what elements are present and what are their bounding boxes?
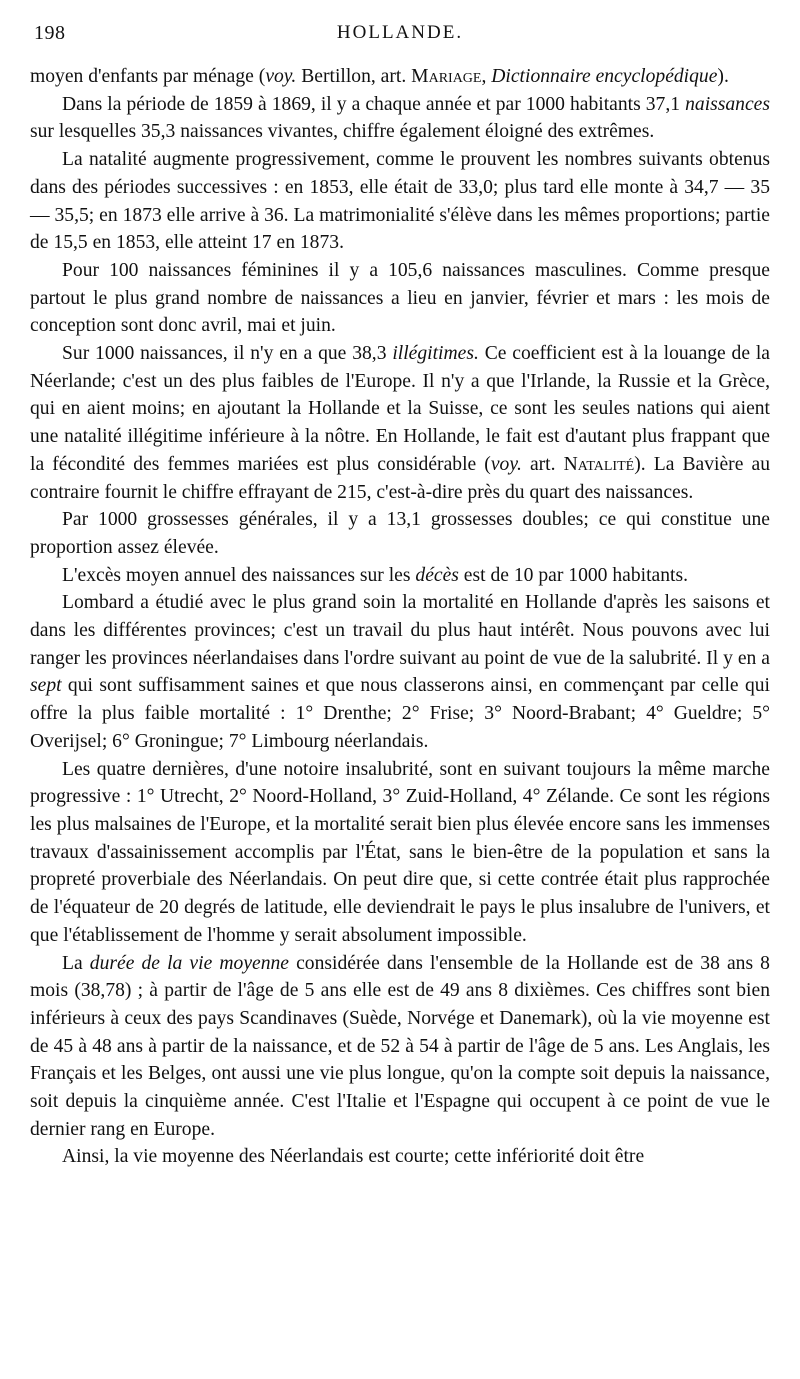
text-run: Lombard a étudié avec le plus grand soin la mortalité en Hollande d'après les saisons et dans les différentes provinces; c'est un travail du plus haut intérêt. Nous pouvons avec lui ranger les provinces néerlandaises dans l'ordre suivant au point de vue de la salubrité. Il y en a	[30, 592, 770, 669]
paragraph	[30, 63, 770, 91]
paragraph	[30, 1143, 770, 1171]
text-run: Pour 100 naissances féminines il y a 105,6 naissances masculines. Comme presque partout le plus grand nombre de naissances a lieu en janvier, février et mars : les mois de conception sont donc avril, mai et juin.	[30, 259, 770, 337]
italic-text: Dictionnaire encyclopédique	[491, 66, 718, 87]
text-run: ,	[481, 66, 492, 87]
document-page	[30, 0, 770, 1379]
text-run: art.	[521, 453, 564, 475]
italic-text: naissances	[685, 93, 770, 115]
text-run: La	[62, 952, 90, 974]
text-run: ). La Bavière au contraire fournit le chiffre effrayant de 215, c'est-à-dire près du quart des naissances.	[30, 453, 770, 503]
text-run: Ainsi, la vie moyenne des Néerlandais est courte; cette infériorité doit être	[62, 1146, 645, 1168]
paragraph	[30, 562, 770, 590]
paragraph	[30, 146, 770, 257]
italic-text: durée de la vie moyenne	[89, 952, 289, 974]
text-run: moyen d'enfants par ménage (	[30, 66, 266, 87]
body-text	[30, 63, 770, 1171]
paragraph	[30, 506, 770, 561]
small-caps-text: Natalité	[563, 453, 635, 475]
italic-text: sept	[30, 675, 62, 697]
italic-text: voy.	[265, 66, 297, 87]
text-run: Dans la période de 1859 à 1869, il y a chaque année et par 1000 habitants 37,1	[62, 93, 686, 115]
paragraph	[30, 589, 770, 755]
text-run: Ce coefficient est à la louange de la Néerlande; c'est un des plus faibles de l'Europe. Il n'y a que l'Irlande, la Russie et la Grèce, qui en aient moins; en ajoutant la Hollande et la Suisse, ce sont les seules nations qui aient une natalité illégitime inférieure à la nôtre. En Hollande, le fait est d'autant plus frappant que la fécondité des femmes mariées est plus considérable (	[30, 343, 770, 475]
small-caps-text: Mariage	[411, 66, 482, 87]
text-run: ).	[717, 66, 729, 87]
paragraph	[30, 756, 770, 950]
text-run: sur lesquelles 35,3 naissances vivantes, chiffre également éloigné des extrêmes.	[30, 121, 655, 143]
page-number: 198	[34, 22, 66, 44]
paragraph	[30, 340, 770, 506]
running-title: HOLLANDE.	[336, 22, 464, 43]
text-run: Par 1000 grossesses générales, il y a 13,1 grossesses doubles; ce qui constitue une proportion assez élevée.	[30, 509, 770, 558]
paragraph	[30, 950, 770, 1144]
page-header	[30, 0, 770, 44]
paragraph	[30, 257, 770, 340]
italic-text: illégitimes.	[392, 343, 479, 365]
italic-text: voy.	[490, 453, 522, 475]
text-run: Les quatre dernières, d'une notoire insalubrité, sont en suivant toujours la même marche progressive : 1° Utrecht, 2° Noord-Holland, 3° Zuid-Holland, 4° Zélande. Ce sont les régions les plus malsaines de l'Europe, et la mortalité serait bien plus élevée encore sans les immenses travaux d'assainissement accomplis par l'État, sans le bien-être de la population et sans la propreté proverbiale des Néerlandais. On peut dire que, si cette contrée était plus rapprochée de l'équateur de 20 degrés de latitude, elle deviendrait le pays le plus insalubre de l'univers, et que l'établissement de l'homme y serait absolument impossible.	[30, 758, 770, 946]
text-run: est de 10 par 1000 habitants.	[458, 564, 688, 586]
text-run: qui sont suffisamment saines et que nous classerons ainsi, en commençant par celle qui offre la plus faible mortalité : 1° Drenthe; 2° Frise; 3° Noord-Brabant; 4° Gueldre; 5° Overijsel; 6° Groningue; 7° Limbourg néerlandais.	[30, 675, 770, 752]
text-run: Bertillon, art.	[296, 66, 412, 87]
italic-text: décès	[415, 564, 459, 586]
paragraph	[30, 91, 770, 146]
text-run: Sur 1000 naissances, il n'y en a que 38,3	[62, 343, 393, 365]
text-run: considérée dans l'ensemble de la Hollande est de 38 ans 8 mois (38,78) ; à partir de l'âge de 5 ans elle est de 49 ans 8 dixièmes. Ces chiffres sont bien inférieurs à ceux des pays Scandinaves (Suède, Norvége et Danemark), où la vie moyenne est de 45 à 48 ans à partir de la naissance, et de 52 à 54 à partir de l'âge de 5 ans. Les Anglais, les Français et les Belges, ont aussi une vie plus longue, qu'on la compte soit depuis la naissance, soit depuis la cinquième année. C'est l'Italie et l'Espagne qui occupent à ce point de vue le dernier rang en Europe.	[30, 952, 770, 1140]
text-run: L'excès moyen annuel des naissances sur les	[62, 564, 416, 586]
text-run: La natalité augmente progressivement, comme le prouvent les nombres suivants obtenus dans des périodes successives : en 1853, elle était de 33,0; plus tard elle monte à 34,7 — 35 — 35,5; en 1873 elle arrive à 36. La matrimonialité s'élève dans les mêmes proportions; partie de 15,5 en 1853, elle atteint 17 en 1873.	[30, 149, 770, 254]
